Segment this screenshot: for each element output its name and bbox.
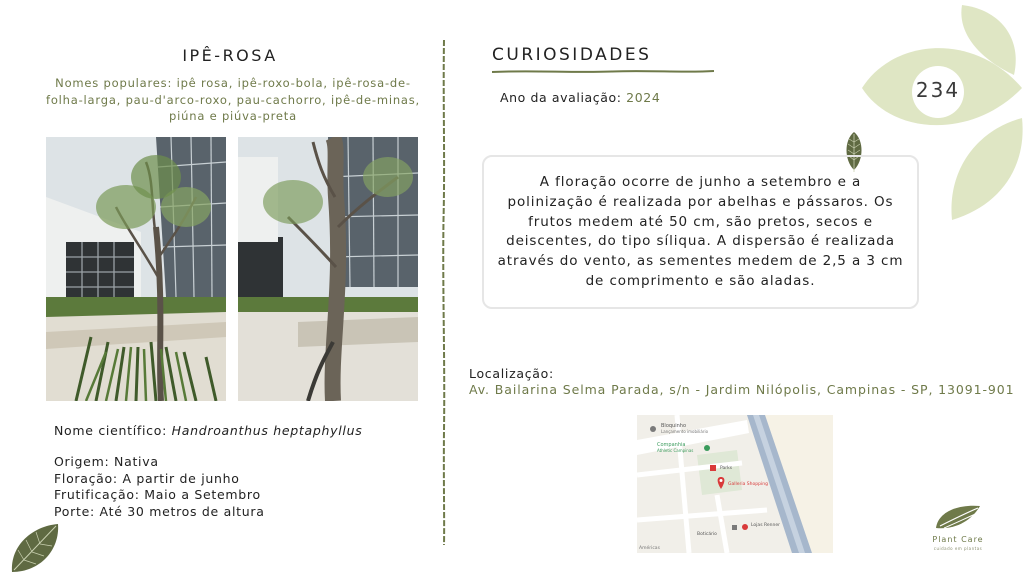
location-address: Av. Bailarina Selma Parada, s/n - Jardim Nilópolis, Campinas - SP, 13091-901 <box>469 382 1015 397</box>
title-underline <box>492 68 714 76</box>
map-label: Américas <box>639 546 660 551</box>
facts-list <box>54 454 265 520</box>
scientific-name-label: Nome científico: <box>54 423 172 438</box>
page-number: 234 <box>915 78 961 102</box>
map-label: Parks <box>720 466 733 471</box>
fact-origin: Origem: Nativa <box>54 454 159 469</box>
map-label: Companhia <box>657 442 686 448</box>
logo-tagline: cuidado em plantas <box>933 546 983 551</box>
location-label: Localização: <box>469 366 554 381</box>
popular-names: Nomes populares: ipê rosa, ipê-roxo-bola, ipê-rosa-de-folha-larga, pau-d'arco-roxo, pau-cachorro, ipê-de-minas, piúna e piúva-preta <box>45 76 420 123</box>
scientific-name <box>54 423 362 438</box>
map-label: Lançamento imobiliário <box>661 429 709 434</box>
curiosities-title: CURIOSIDADES <box>492 45 652 65</box>
logo-name: Plant Care <box>932 535 984 544</box>
map-label: Athletic Campinas <box>657 448 694 453</box>
fact-size: Porte: Até 30 metros de altura <box>54 503 265 519</box>
tree-photo-2 <box>238 137 418 401</box>
map-label: Lojas Renner <box>751 523 780 528</box>
evaluation-year <box>500 90 660 105</box>
map-label: Galleria Shopping <box>728 482 768 487</box>
species-title: IPÊ-ROSA <box>182 46 278 65</box>
fact-fruiting: Frutificação: Maio a Setembro <box>54 487 261 502</box>
map-label: Bloquinho <box>661 423 687 429</box>
scientific-name-value: Handroanthus heptaphyllus <box>171 423 363 438</box>
vertical-divider <box>440 40 448 545</box>
tree-photo-1 <box>46 137 226 401</box>
year-label: Ano da avaliação: <box>500 90 627 105</box>
plant-care-logo <box>918 500 998 560</box>
curiosity-text: A floração ocorre de junho a setembro e a polinização é realizada por abelhas e pássaros. Os frutos medem até 50 cm, são pretos, secos e deiscentes, do tipo síliqua. A dispersão é realizada através do vento, as sementes medem de 2,5 a 3 cm de comprimento e são aladas. <box>497 174 904 289</box>
year-value: 2024 <box>626 90 661 105</box>
fact-flowering: Floração: A partir de junho <box>54 470 240 486</box>
leaf-icon-bottom <box>8 520 62 576</box>
curiosity-box <box>482 155 919 309</box>
location-map[interactable] <box>637 415 833 553</box>
map-label: Boticário <box>697 532 717 537</box>
